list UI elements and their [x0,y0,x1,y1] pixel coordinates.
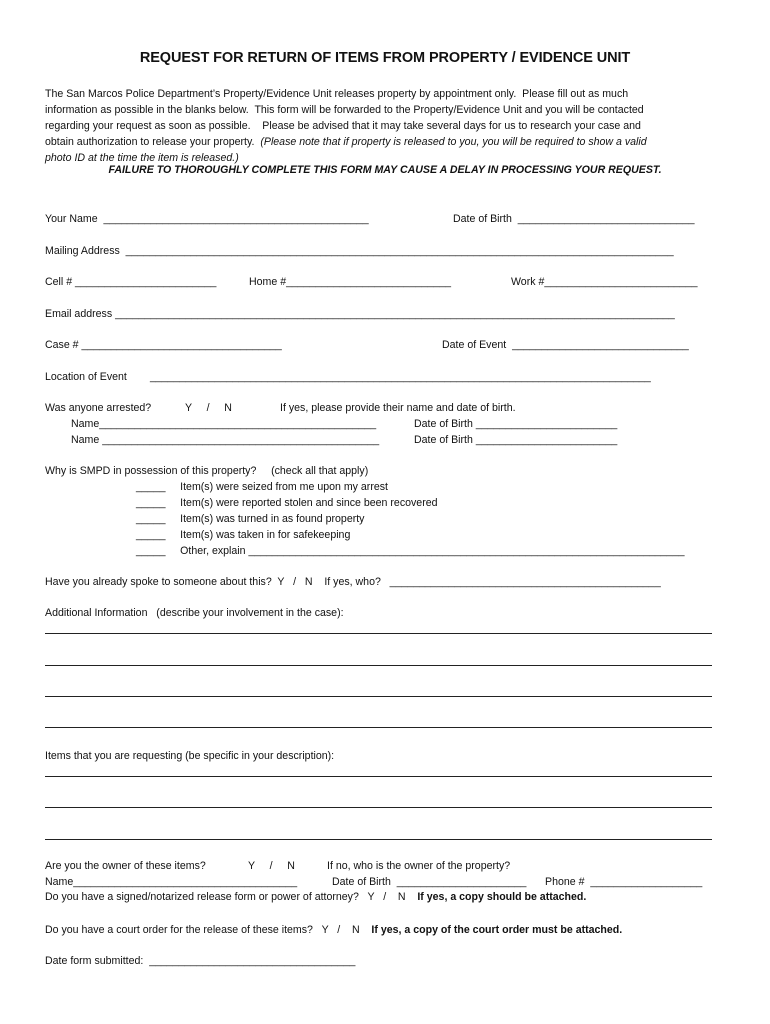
additional-info-line[interactable] [45,633,712,634]
arrested-question: Was anyone arrested? [45,402,152,414]
warning-text: FAILURE TO THOROUGHLY COMPLETE THIS FORM MAY CAUSE A DELAY IN PROCESSING YOUR REQUEST. [108,164,662,176]
additional-info-label: Additional Information (describe your involvement in the case): [45,607,344,619]
form-title: REQUEST FOR RETURN OF ITEMS FROM PROPERTY / EVIDENCE UNIT [139,50,631,66]
additional-info-line[interactable] [45,696,712,697]
items-requested-line[interactable] [45,839,712,840]
possession-question: Why is SMPD in possession of this property? (check all that apply) [45,465,369,477]
case-number-field[interactable]: Case # __________________________________ [45,339,282,351]
intro-text: obtain authorization to release your property. [45,136,261,148]
release-form-text: Do you have a signed/notarized release form or power of attorney? Y / N [45,891,418,903]
owner-question: Are you the owner of these items? [45,860,206,872]
owner-name-field[interactable]: Name______________________________________ [45,876,298,888]
court-order-note: If yes, a copy of the court order must be attached. [371,924,623,936]
arrested-yes-no[interactable]: Y / N [185,402,232,414]
items-requested-line[interactable] [45,807,712,808]
date-of-birth-field[interactable]: Date of Birth ______________________________ [453,213,695,225]
work-phone-field[interactable]: Work #__________________________ [511,276,698,288]
your-name-field[interactable]: Your Name _____________________________________________ [45,213,369,225]
intro-line: regarding your request as soon as possible. Please be advised that it may take several days for us to research your case and [45,120,641,132]
reason-option[interactable]: _____ Item(s) were reported stolen and since been recovered [136,497,438,509]
location-label: Location of Event [45,371,127,383]
owner-yes-no[interactable]: Y / N [248,860,295,872]
arrested-note: If yes, please provide their name and date of birth. [280,402,516,414]
intro-note-end: photo ID at the time the item is released.) [45,152,239,164]
date-of-event-field[interactable]: Date of Event ______________________________ [442,339,689,351]
email-field[interactable]: Email address _______________________________________________________________________________________________ [45,308,675,320]
date-submitted-field[interactable]: Date form submitted: ___________________________________ [45,955,356,967]
additional-info-line[interactable] [45,665,712,666]
intro-line: information as possible in the blanks below. This form will be forwarded to the Property/Evidence Unit and you will be contacted [45,104,644,116]
owner-phone-field[interactable]: Phone # ___________________ [545,876,703,888]
cell-phone-field[interactable]: Cell # ________________________ [45,276,217,288]
reason-option[interactable]: _____ Item(s) was turned in as found property [136,513,365,525]
owner-dob-field[interactable]: Date of Birth ______________________ [332,876,527,888]
arrestee-name-field[interactable]: Name _______________________________________________ [71,434,380,446]
additional-info-line[interactable] [45,727,712,728]
court-order-text: Do you have a court order for the release of these items? Y / N [45,924,372,936]
spoke-to-someone-field[interactable]: Have you already spoke to someone about this? Y / N If yes, who? ______________________________________________ [45,576,661,588]
intro-paragraph [45,86,735,166]
items-requested-line[interactable] [45,776,712,777]
release-form-question[interactable] [45,891,586,903]
release-form-note: If yes, a copy should be attached. [417,891,587,903]
reason-option[interactable]: _____ Item(s) were seized from me upon my arrest [136,481,388,493]
owner-note: If no, who is the owner of the property? [327,860,511,872]
intro-line [45,134,735,150]
location-field[interactable]: _____________________________________________________________________________________ [150,371,651,383]
home-phone-field[interactable]: Home #____________________________ [249,276,452,288]
arrestee-name-field[interactable]: Name_______________________________________________ [71,418,377,430]
mailing-address-field[interactable]: Mailing Address _____________________________________________________________________________________________ [45,245,674,257]
intro-note: (Please note that if property is released to you, you will be required to show a valid [260,136,647,148]
arrestee-dob-field[interactable]: Date of Birth ________________________ [414,434,618,446]
arrestee-dob-field[interactable]: Date of Birth ________________________ [414,418,618,430]
court-order-question[interactable] [45,924,622,936]
reason-option[interactable]: _____ Other, explain __________________________________________________________________________ [136,545,685,557]
items-requested-label: Items that you are requesting (be specific in your description): [45,750,335,762]
intro-line: The San Marcos Police Department’s Property/Evidence Unit releases property by appointment only. Please fill out as much [45,88,629,100]
reason-option[interactable]: _____ Item(s) was taken in for safekeeping [136,529,351,541]
